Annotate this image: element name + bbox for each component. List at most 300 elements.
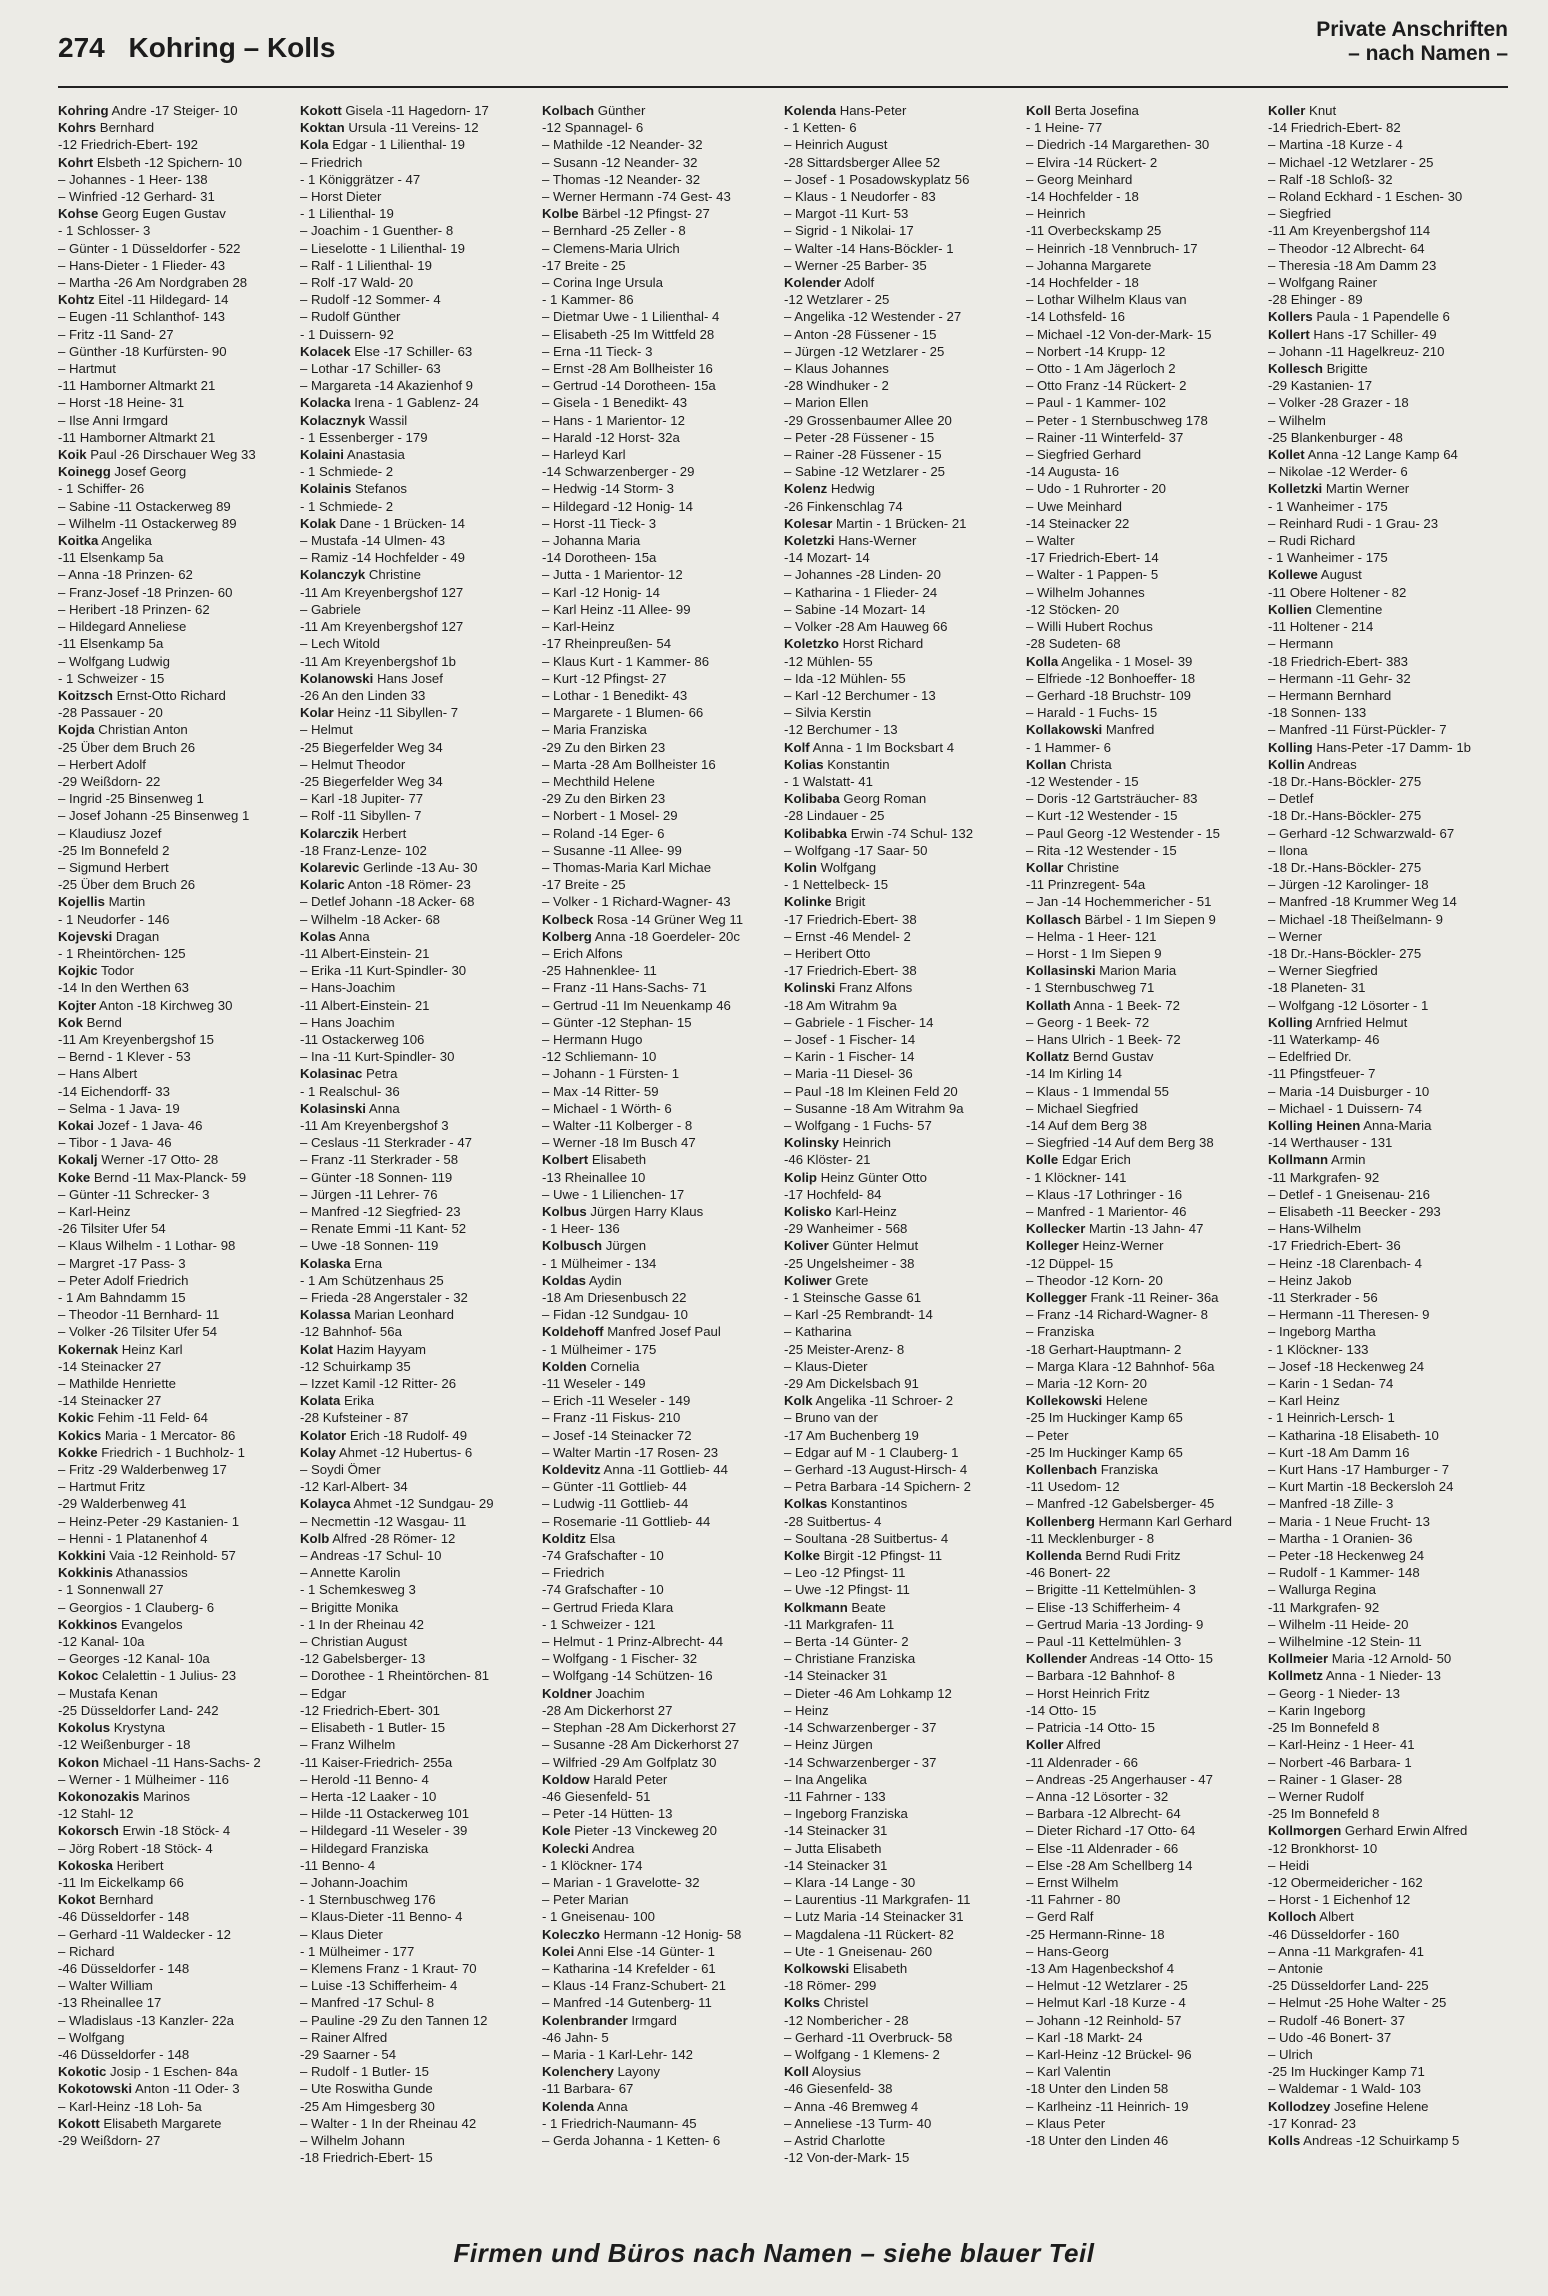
directory-entry: – Dietmar Uwe - 1 Lilienthal- 4 xyxy=(542,309,720,325)
surname: Kolb xyxy=(300,1530,330,1546)
page-number: 274 xyxy=(58,32,105,63)
surname: Kolaric xyxy=(300,877,345,893)
directory-entry: – Walter - 1 Pappen- 5 xyxy=(1026,567,1159,583)
directory-entry: – Theresia -18 Am Damm 23 xyxy=(1268,257,1437,273)
directory-entry: – Kurt -18 Am Damm 16 xyxy=(1268,1444,1410,1460)
directory-entry: -12 Karl-Albert- 34 xyxy=(300,1479,408,1495)
directory-entry: Koll Aloysius xyxy=(784,2064,861,2080)
directory-entry: – Ernst -46 Mendel- 2 xyxy=(784,928,911,944)
surname: Kokkinis xyxy=(58,1565,113,1581)
directory-entry: - 1 Schemkesweg 3 xyxy=(300,1582,416,1598)
directory-entry: – Mechthild Helene xyxy=(542,773,655,789)
directory-entry: – Peter Marian xyxy=(542,1892,629,1908)
directory-entry: -18 Franz-Lenze- 102 xyxy=(300,842,427,858)
name-range-title: Kohring – Kolls xyxy=(128,32,336,63)
directory-entry: Kolenda Hans-Peter xyxy=(784,103,907,118)
directory-entry: – Michael -18 Theißelmann- 9 xyxy=(1268,911,1443,927)
directory-entry: -74 Grafschafter - 10 xyxy=(542,1582,664,1598)
surname: Kokon xyxy=(58,1754,100,1770)
surname: Koletzki xyxy=(784,533,835,549)
directory-entry: – Franz-Josef -18 Prinzen- 60 xyxy=(58,584,233,600)
directory-entry: -11 Waterkamp- 46 xyxy=(1268,1031,1380,1047)
directory-entry: Kolacka Irena - 1 Gablenz- 24 xyxy=(300,395,479,411)
surname: Kolayca xyxy=(300,1496,351,1512)
directory-entry: Kokkini Vaia -12 Reinhold- 57 xyxy=(58,1548,236,1564)
directory-entry: -11 Ostackerweg 106 xyxy=(300,1031,425,1047)
directory-entry: – Georg - 1 Beek- 72 xyxy=(1026,1014,1150,1030)
surname: Kokke xyxy=(58,1444,98,1460)
directory-entry: – Johannes - 1 Heer- 138 xyxy=(58,171,208,187)
directory-entry: – Josef - 1 Fischer- 14 xyxy=(784,1031,916,1047)
directory-entry: – Diedrich -14 Margarethen- 30 xyxy=(1026,137,1210,153)
directory-entry: – Rainer Alfred xyxy=(300,2029,388,2045)
surname: Kokonozakis xyxy=(58,1788,140,1804)
directory-entry: – Norbert -46 Barbara- 1 xyxy=(1268,1754,1412,1770)
directory-entry: – Hermann -11 Gehr- 32 xyxy=(1268,670,1411,686)
directory-entry: -12 Friedrich-Ebert- 192 xyxy=(58,137,198,153)
directory-entry: -13 Rheinallee 17 xyxy=(58,1995,162,2011)
directory-entry: Kohse Georg Eugen Gustav xyxy=(58,206,226,222)
surname: Kokott xyxy=(300,103,342,118)
directory-entry: – Peter -28 Füssener - 15 xyxy=(784,429,935,445)
surname: Kolden xyxy=(542,1358,587,1374)
directory-entry: – Lech Witold xyxy=(300,636,380,652)
directory-entry: Kolkmann Beate xyxy=(784,1599,886,1615)
directory-entry: Kokkinis Athanassios xyxy=(58,1565,188,1581)
directory-entry: -14 In den Werthen 63 xyxy=(58,980,189,996)
directory-entry: -11 Am Kreyenbergshof 114 xyxy=(1268,223,1431,239)
directory-entry: Kolle Edgar Erich xyxy=(1026,1152,1131,1168)
directory-entry: – Bernhard -25 Zeller - 8 xyxy=(542,223,686,239)
directory-entry: Kole Pieter -13 Vinckeweg 20 xyxy=(542,1823,717,1839)
directory-entry: -46 Jahn- 5 xyxy=(542,2029,609,2045)
directory-entry: – Horst Heinrich Fritz xyxy=(1026,1685,1150,1701)
directory-entry: – Günter - 1 Düsseldorfer - 522 xyxy=(58,240,241,256)
directory-entry: – Fidan -12 Sundgau- 10 xyxy=(542,1307,688,1323)
surname: Kolkas xyxy=(784,1496,828,1512)
directory-entry: – Wolfgang -14 Schützen- 16 xyxy=(542,1668,713,1684)
directory-entry: – Wilhelm Johannes xyxy=(1026,584,1145,600)
directory-entry: Kollesch Brigitte xyxy=(1268,361,1368,377)
surname: Kolenbrander xyxy=(542,2012,628,2028)
directory-entry: -29 Wanheimer - 568 xyxy=(784,1221,908,1237)
surname: Kolling xyxy=(1268,1014,1313,1030)
directory-entry: -11 Weseler - 149 xyxy=(542,1376,646,1392)
directory-entry: -17 Friedrich-Ebert- 36 xyxy=(1268,1238,1401,1254)
directory-entry: -28 Windhuker - 2 xyxy=(784,378,889,394)
directory-entry: – Else -11 Aldenrader - 66 xyxy=(1026,1840,1179,1856)
directory-entry: -11 Kaiser-Friedrich- 255a xyxy=(300,1754,453,1770)
directory-entry: – Otto - 1 Am Jägerloch 2 xyxy=(1026,361,1176,377)
directory-entry: -28 Suitbertus- 4 xyxy=(784,1513,882,1529)
directory-entry: -25 Düsseldorfer Land- 225 xyxy=(1268,1978,1429,1994)
directory-entry: – Manfred -12 Gabelsberger- 45 xyxy=(1026,1496,1215,1512)
directory-entry: -46 Giesenfeld- 38 xyxy=(784,2081,893,2097)
directory-entry: – Jörg Robert -18 Stöck- 4 xyxy=(58,1840,213,1856)
surname: Kolleger xyxy=(1026,1238,1079,1254)
surname: Kolenchery xyxy=(542,2064,614,2080)
directory-entry: Kokolus Krystyna xyxy=(58,1720,165,1736)
directory-entry: – Ingeborg Franziska xyxy=(784,1806,908,1822)
surname: Kolacek xyxy=(300,343,351,359)
directory-entry: -11 Elsenkamp 5a xyxy=(58,636,164,652)
directory-entry: – Walter - 1 In der Rheinau 42 xyxy=(300,2115,477,2131)
directory-entry: -29 Grossenbaumer Allee 20 xyxy=(784,412,952,428)
directory-entry: Kolkowski Elisabeth xyxy=(784,1960,908,1976)
directory-entry: -11 Am Kreyenbergshof 1b xyxy=(300,653,456,669)
directory-entry: – Paul -11 Kettelmühlen- 3 xyxy=(1026,1634,1182,1650)
directory-entry: – Martina -18 Kurze - 4 xyxy=(1268,137,1403,153)
directory-entry: – Kurt Martin -18 Beckersloh 24 xyxy=(1268,1479,1454,1495)
directory-entry: – Reinhard Rudi - 1 Grau- 23 xyxy=(1268,515,1439,531)
directory-entry: -14 Steinacker 27 xyxy=(58,1393,162,1409)
directory-entry: -18 Am Driesenbusch 22 xyxy=(542,1290,687,1306)
directory-entry: Kollegger Frank -11 Reiner- 36a xyxy=(1026,1290,1219,1306)
directory-entry: - 1 Lilienthal- 19 xyxy=(300,206,394,222)
directory-entry: Kolls Andreas -12 Schuirkamp 5 xyxy=(1268,2132,1460,2148)
directory-entry: – Volker -28 Grazer - 18 xyxy=(1268,395,1409,411)
directory-entry: Kokotic Josip - 1 Eschen- 84a xyxy=(58,2064,238,2080)
directory-entry: – Franz -11 Hans-Sachs- 71 xyxy=(542,980,707,996)
directory-entry: – Werner - 1 Mülheimer - 116 xyxy=(58,1771,230,1787)
directory-entry: Kokot Bernhard xyxy=(58,1892,154,1908)
directory-entry: -29 Walderbenweg 41 xyxy=(58,1496,187,1512)
directory-entry: Kolaric Anton -18 Römer- 23 xyxy=(300,877,471,893)
directory-entry: – Hildegard -11 Weseler - 39 xyxy=(300,1823,468,1839)
surname: Kollewe xyxy=(1268,567,1318,583)
surname: Koliver xyxy=(784,1238,829,1254)
directory-entry: – Paul - 1 Kammer- 102 xyxy=(1026,395,1166,411)
directory-entry: Kollenda Bernd Rudi Fritz xyxy=(1026,1548,1181,1564)
directory-entry: -14 Im Kirling 14 xyxy=(1026,1066,1123,1082)
directory-entry: Kollenbach Franziska xyxy=(1026,1462,1158,1478)
directory-entry: -25 Meister-Arenz- 8 xyxy=(784,1341,905,1357)
directory-entry: - 1 Heine- 77 xyxy=(1026,120,1103,136)
directory-entry: -12 Berchumer - 13 xyxy=(784,722,898,738)
directory-entry: – Rudolf - 1 Butler- 15 xyxy=(300,2064,430,2080)
surname: Kolenda xyxy=(542,2098,595,2114)
directory-entry: Koldevitz Anna -11 Gottlieb- 44 xyxy=(542,1462,728,1478)
directory-entry: -12 Von-der-Mark- 15 xyxy=(784,2150,910,2166)
directory-entry: - 1 Klöckner- 141 xyxy=(1026,1169,1127,1185)
directory-entry: – Gerhard -11 Waldecker - 12 xyxy=(58,1926,231,1942)
directory-entry: Kohring Andre -17 Steiger- 10 xyxy=(58,103,238,118)
directory-entry: – Georg - 1 Nieder- 13 xyxy=(1268,1685,1400,1701)
directory-entry: Kolator Erich -18 Rudolf- 49 xyxy=(300,1427,468,1443)
directory-entry: – Katharina - 1 Flieder- 24 xyxy=(784,584,938,600)
directory-entry: – Rosemarie -11 Gottlieb- 44 xyxy=(542,1513,711,1529)
surname: Kollmann xyxy=(1268,1152,1329,1168)
surname: Kollmeier xyxy=(1268,1651,1329,1667)
directory-entry: – Klaudiusz Jozef xyxy=(58,825,162,841)
directory-entry: – Werner Hermann -74 Gest- 43 xyxy=(542,189,731,205)
directory-entry: Kolarczik Herbert xyxy=(300,825,407,841)
directory-entry: – Harald - 1 Fuchs- 15 xyxy=(1026,705,1158,721)
directory-entry: -11 Pfingstfeuer- 7 xyxy=(1268,1066,1376,1082)
directory-entry: – Siegfried Gerhard xyxy=(1026,447,1142,463)
directory-entry: – Günter -11 Schrecker- 3 xyxy=(58,1186,210,1202)
directory-entry: - 1 Neudorfer - 146 xyxy=(58,911,170,927)
directory-entry: Kolbe Bärbel -12 Pfingst- 27 xyxy=(542,206,710,222)
directory-entry: – Peter xyxy=(1026,1427,1069,1443)
section-title xyxy=(1316,18,1508,66)
directory-entry: – Uwe - 1 Lilienchen- 17 xyxy=(542,1186,685,1202)
directory-entry: – Heribert -18 Prinzen- 62 xyxy=(58,601,210,617)
surname: Kolls xyxy=(1268,2132,1301,2148)
directory-entry: -11 Barbara- 67 xyxy=(542,2081,634,2097)
surname: Kolling Heinen xyxy=(1268,1117,1361,1133)
directory-entry: – Astrid Charlotte xyxy=(784,2132,886,2148)
directory-entry: – Manfred -18 Krummer Weg 14 xyxy=(1268,894,1457,910)
directory-entry: – Georgios - 1 Clauberg- 6 xyxy=(58,1599,215,1615)
directory-entry: – Edgar xyxy=(300,1685,347,1701)
surname: Kolkowski xyxy=(784,1960,850,1976)
directory-entry: – Lutz Maria -14 Steinacker 31 xyxy=(784,1909,964,1925)
directory-entry: – Franziska xyxy=(1026,1324,1095,1340)
directory-entry: – Gertrud Maria -13 Jording- 9 xyxy=(1026,1616,1204,1632)
surname: Koldevitz xyxy=(542,1462,601,1478)
directory-entry: Kollmetz Anna - 1 Nieder- 13 xyxy=(1268,1668,1441,1684)
directory-entry: – Sigmund Herbert xyxy=(58,859,169,875)
surname: Koleczko xyxy=(542,1926,600,1942)
surname: Koletzko xyxy=(784,636,839,652)
directory-entry: Kollenberg Hermann Karl Gerhard xyxy=(1026,1513,1232,1529)
directory-entry: – Norbert -14 Krupp- 12 xyxy=(1026,343,1166,359)
surname: Kollasinski xyxy=(1026,963,1096,979)
directory-entry: – Gertrud Frieda Klara xyxy=(542,1599,674,1615)
directory-entry: -14 Lothsfeld- 16 xyxy=(1026,309,1125,325)
surname: Kokkini xyxy=(58,1548,106,1564)
directory-entry: -11 Elsenkamp 5a xyxy=(58,550,164,566)
directory-entry: – Hedwig -14 Storm- 3 xyxy=(542,481,674,497)
directory-entry: -25 Im Bonnefeld 8 xyxy=(1268,1806,1380,1822)
directory-entry: Kolainis Stefanos xyxy=(300,481,408,497)
directory-entry: -12 Stahl- 12 xyxy=(58,1806,134,1822)
directory-entry: – Udo - 1 Ruhrorter - 20 xyxy=(1026,481,1166,497)
directory-entry: Kollar Christine xyxy=(1026,859,1120,875)
directory-entry: – Izzet Kamil -12 Ritter- 26 xyxy=(300,1376,457,1392)
directory-entry: – Waldemar - 1 Wald- 103 xyxy=(1268,2081,1421,2097)
surname: Kollatz xyxy=(1026,1049,1070,1065)
directory-entry: – Heinz-Peter -29 Kastanien- 1 xyxy=(58,1513,240,1529)
directory-entry: – Heinz Jürgen xyxy=(784,1737,873,1753)
directory-entry: – Karl-Heinz -18 Loh- 5a xyxy=(58,2098,202,2114)
directory-entry: – Hans Albert xyxy=(58,1066,138,1082)
directory-entry: Kokon Michael -11 Hans-Sachs- 2 xyxy=(58,1754,261,1770)
directory-entry: -14 Steinacker 27 xyxy=(58,1358,162,1374)
directory-entry: - 1 Gneisenau- 100 xyxy=(542,1909,655,1925)
surname: Kokolus xyxy=(58,1720,111,1736)
directory-entry: -25 Im Bonnefeld 8 xyxy=(1268,1720,1380,1736)
directory-entry: – Ulrich xyxy=(1268,2046,1313,2062)
surname: Kokkinos xyxy=(58,1616,118,1632)
directory-entry: – Johanna Maria xyxy=(542,533,641,549)
directory-entry: – Christian August xyxy=(300,1634,408,1650)
directory-entry: Kolinke Brigit xyxy=(784,894,866,910)
directory-entry: Kolbusch Jürgen xyxy=(542,1238,647,1254)
directory-entry: Kollin Andreas xyxy=(1268,756,1357,772)
directory-entry: -26 Finkenschlag 74 xyxy=(784,498,903,514)
directory-entry: Kokonozakis Marinos xyxy=(58,1788,190,1804)
directory-entry: – Johann-Joachim xyxy=(300,1874,408,1890)
directory-entry: – Thomas -12 Neander- 32 xyxy=(542,171,701,187)
directory-entry: -12 Gabelsberger- 13 xyxy=(300,1651,426,1667)
surname: Kojter xyxy=(58,997,97,1013)
directory-entry: Kollasinski Marion Maria xyxy=(1026,963,1177,979)
directory-entry: -12 Westender - 15 xyxy=(1026,773,1139,789)
directory-entry: – Karin - 1 Fischer- 14 xyxy=(784,1049,915,1065)
surname: Kolip xyxy=(784,1169,817,1185)
surname: Kolesar xyxy=(784,515,833,531)
directory-entry: -29 Weißdorn- 22 xyxy=(58,773,161,789)
surname: Koik xyxy=(58,447,87,463)
surname: Kojda xyxy=(58,722,95,738)
directory-entry: Kolbeck Rosa -14 Grüner Weg 11 xyxy=(542,911,744,927)
surname: Koll xyxy=(784,2064,809,2080)
directory-entry: Kojellis Martin xyxy=(58,894,146,910)
directory-entry: - 1 Schmiede- 2 xyxy=(300,464,394,480)
directory-entry: – Uwe -12 Pfingst- 11 xyxy=(784,1582,910,1598)
directory-entry: Kollecker Martin -13 Jahn- 47 xyxy=(1026,1221,1204,1237)
directory-entry: – Laurentius -11 Markgrafen- 11 xyxy=(784,1892,971,1908)
directory-entry: -12 Nombericher - 28 xyxy=(784,2012,909,2028)
directory-entry: – Hermann Hugo xyxy=(542,1031,643,1047)
directory-entry: – Brigitte -11 Kettelmühlen- 3 xyxy=(1026,1582,1196,1598)
directory-entry: – Georges -12 Kanal- 10a xyxy=(58,1651,210,1667)
directory-entry: -11 Mecklenburger - 8 xyxy=(1026,1530,1155,1546)
surname: Kokotic xyxy=(58,2064,107,2080)
directory-entry: – Ingeborg Martha xyxy=(1268,1324,1376,1340)
directory-entry: – Josef -14 Steinacker 72 xyxy=(542,1427,692,1443)
directory-entry: – Nikolae -12 Werder- 6 xyxy=(1268,464,1408,480)
surname: Kojellis xyxy=(58,894,105,910)
directory-entry: – Wolfgang Ludwig xyxy=(58,653,170,669)
directory-entry: -25 Hahnenklee- 11 xyxy=(542,963,657,979)
directory-entry: – Mustafa -14 Ulmen- 43 xyxy=(300,533,446,549)
directory-entry: -25 Hermann-Rinne- 18 xyxy=(1026,1926,1165,1942)
surname: Kolling xyxy=(1268,739,1313,755)
surname: Kolletzki xyxy=(1268,481,1323,497)
surname: Kolbus xyxy=(542,1204,587,1219)
directory-entry: – Hans Ulrich - 1 Beek- 72 xyxy=(1026,1031,1181,1047)
footer-note: Firmen und Büros nach Namen – siehe blauer Teil xyxy=(453,2238,1095,2268)
directory-entry: – Erich Alfons xyxy=(542,945,623,961)
directory-entry: Kok Bernd xyxy=(58,1014,122,1030)
directory-entry: -12 Mühlen- 55 xyxy=(784,653,873,669)
directory-entry: – Karl-Heinz xyxy=(58,1204,131,1219)
directory-entry: -18 Sonnen- 133 xyxy=(1268,705,1367,721)
directory-entry: -18 Planeten- 31 xyxy=(1268,980,1366,996)
directory-entry: – Maria - 1 Neue Frucht- 13 xyxy=(1268,1513,1430,1529)
directory-entry: Kolasinac Petra xyxy=(300,1066,398,1082)
directory-entry: -14 Schwarzenberger - 29 xyxy=(542,464,695,480)
directory-entry: -25 Im Huckinger Kamp 65 xyxy=(1026,1444,1183,1460)
directory-entry: -11 Markgrafen- 11 xyxy=(784,1616,895,1632)
surname: Kolaini xyxy=(300,447,344,463)
directory-entry: -17 Am Buchenberg 19 xyxy=(784,1427,919,1443)
directory-entry: – Maria -12 Korn- 20 xyxy=(1026,1376,1147,1392)
directory-entry: Kokott Gisela -11 Hagedorn- 17 xyxy=(300,103,489,118)
directory-entry: Kolisko Karl-Heinz xyxy=(784,1204,897,1219)
directory-entry: Kokai Jozef - 1 Java- 46 xyxy=(58,1117,203,1133)
directory-entry: -14 Auf dem Berg 38 xyxy=(1026,1117,1147,1133)
surname: Koitka xyxy=(58,533,99,549)
directory-entry: – Ralf - 1 Lilienthal- 19 xyxy=(300,257,432,273)
directory-entry: – Horst - 1 Im Siepen 9 xyxy=(1026,945,1162,961)
directory-entry: -12 Obermeidericher - 162 xyxy=(1268,1874,1423,1890)
directory-entry: Kolei Anni Else -14 Günter- 1 xyxy=(542,1943,715,1959)
surname: Kohtz xyxy=(58,292,95,308)
directory-entry: – Josef - 1 Posadowskyplatz 56 xyxy=(784,171,970,187)
directory-entry: – Karl -12 Berchumer - 13 xyxy=(784,687,936,703)
directory-entry: -14 Steinacker 22 xyxy=(1026,515,1130,531)
surname: Kollet xyxy=(1268,447,1305,463)
surname: Kolk xyxy=(784,1393,813,1409)
directory-entry: -11 Hamborner Altmarkt 21 xyxy=(58,378,216,394)
directory-entry: - 1 Schweizer - 15 xyxy=(58,670,165,686)
directory-column xyxy=(784,102,1018,2222)
directory-entry: Kokics Maria - 1 Mercator- 86 xyxy=(58,1427,236,1443)
directory-entry: – Harleyd Karl xyxy=(542,447,626,463)
directory-column xyxy=(542,102,776,2222)
surname: Kolkmann xyxy=(784,1599,848,1615)
directory-entry: Koll Berta Josefina xyxy=(1026,103,1139,118)
directory-entry: – Walter Martin -17 Rosen- 23 xyxy=(542,1444,719,1460)
directory-entry: - 1 Rheintörchen- 125 xyxy=(58,945,186,961)
directory-entry: – Helmut - 1 Prinz-Albrecht- 44 xyxy=(542,1634,724,1650)
surname: Kollien xyxy=(1268,601,1312,617)
directory-entry: – Hans-Dieter - 1 Flieder- 43 xyxy=(58,257,226,273)
surname: Koldehoff xyxy=(542,1324,604,1340)
directory-entry: -11 Fahrner - 133 xyxy=(784,1788,886,1804)
directory-entry: - 1 Realschul- 36 xyxy=(300,1083,400,1099)
surname: Kolditz xyxy=(542,1530,586,1546)
directory-entry: – Walter -14 Hans-Böckler- 1 xyxy=(784,240,954,256)
directory-entry: -14 Dorotheen- 15a xyxy=(542,550,657,566)
directory-entry: – Wilhelm xyxy=(1268,412,1326,428)
directory-entry: -12 Wetzlarer - 25 xyxy=(784,292,890,308)
directory-entry: – Elvira -14 Rückert- 2 xyxy=(1026,154,1158,170)
directory-entry: – Antonie xyxy=(1268,1960,1323,1976)
directory-entry: Koliwer Grete xyxy=(784,1272,869,1288)
surname: Kollenbach xyxy=(1026,1462,1098,1478)
directory-entry: – Dieter Richard -17 Otto- 64 xyxy=(1026,1823,1196,1839)
directory-entry: – Jutta Elisabeth xyxy=(784,1840,882,1856)
directory-entry: Koke Bernd -11 Max-Planck- 59 xyxy=(58,1169,247,1185)
directory-entry: – Manfred - 1 Marientor- 46 xyxy=(1026,1204,1187,1219)
directory-entry: – Uwe Meinhard xyxy=(1026,498,1123,514)
directory-entry: – Ina Angelika xyxy=(784,1771,867,1787)
directory-entry: - 1 Klöckner- 133 xyxy=(1268,1341,1369,1357)
directory-entry: - 1 Duissern- 92 xyxy=(300,326,394,342)
directory-entry: – Martha - 1 Oranien- 36 xyxy=(1268,1530,1413,1546)
directory-entry: – Wolfgang - 1 Klemens- 2 xyxy=(784,2046,940,2062)
directory-entry: – Angelika -12 Westender - 27 xyxy=(784,309,962,325)
directory-entry: – Soultana -28 Suitbertus- 4 xyxy=(784,1530,949,1546)
directory-entry: – Johann -11 Hagelkreuz- 210 xyxy=(1268,343,1445,359)
directory-entry: -29 Kastanien- 17 xyxy=(1268,378,1373,394)
directory-entry: – Helmut -12 Wetzlarer - 25 xyxy=(1026,1978,1188,1994)
directory-entry: Kolata Erika xyxy=(300,1393,375,1409)
directory-entry: Kokke Friedrich - 1 Buchholz- 1 xyxy=(58,1444,245,1460)
directory-entry: -29 Zu den Birken 23 xyxy=(542,791,666,807)
directory-entry: Kolbert Elisabeth xyxy=(542,1152,647,1168)
directory-entry: – Annette Karolin xyxy=(300,1565,401,1581)
directory-entry: -18 Römer- 299 xyxy=(784,1978,877,1994)
directory-entry: Koktan Ursula -11 Vereins- 12 xyxy=(300,120,479,136)
directory-entry: – Helmut Karl -18 Kurze - 4 xyxy=(1026,1995,1186,2011)
directory-entry: – Anton -28 Füssener - 15 xyxy=(784,326,937,342)
